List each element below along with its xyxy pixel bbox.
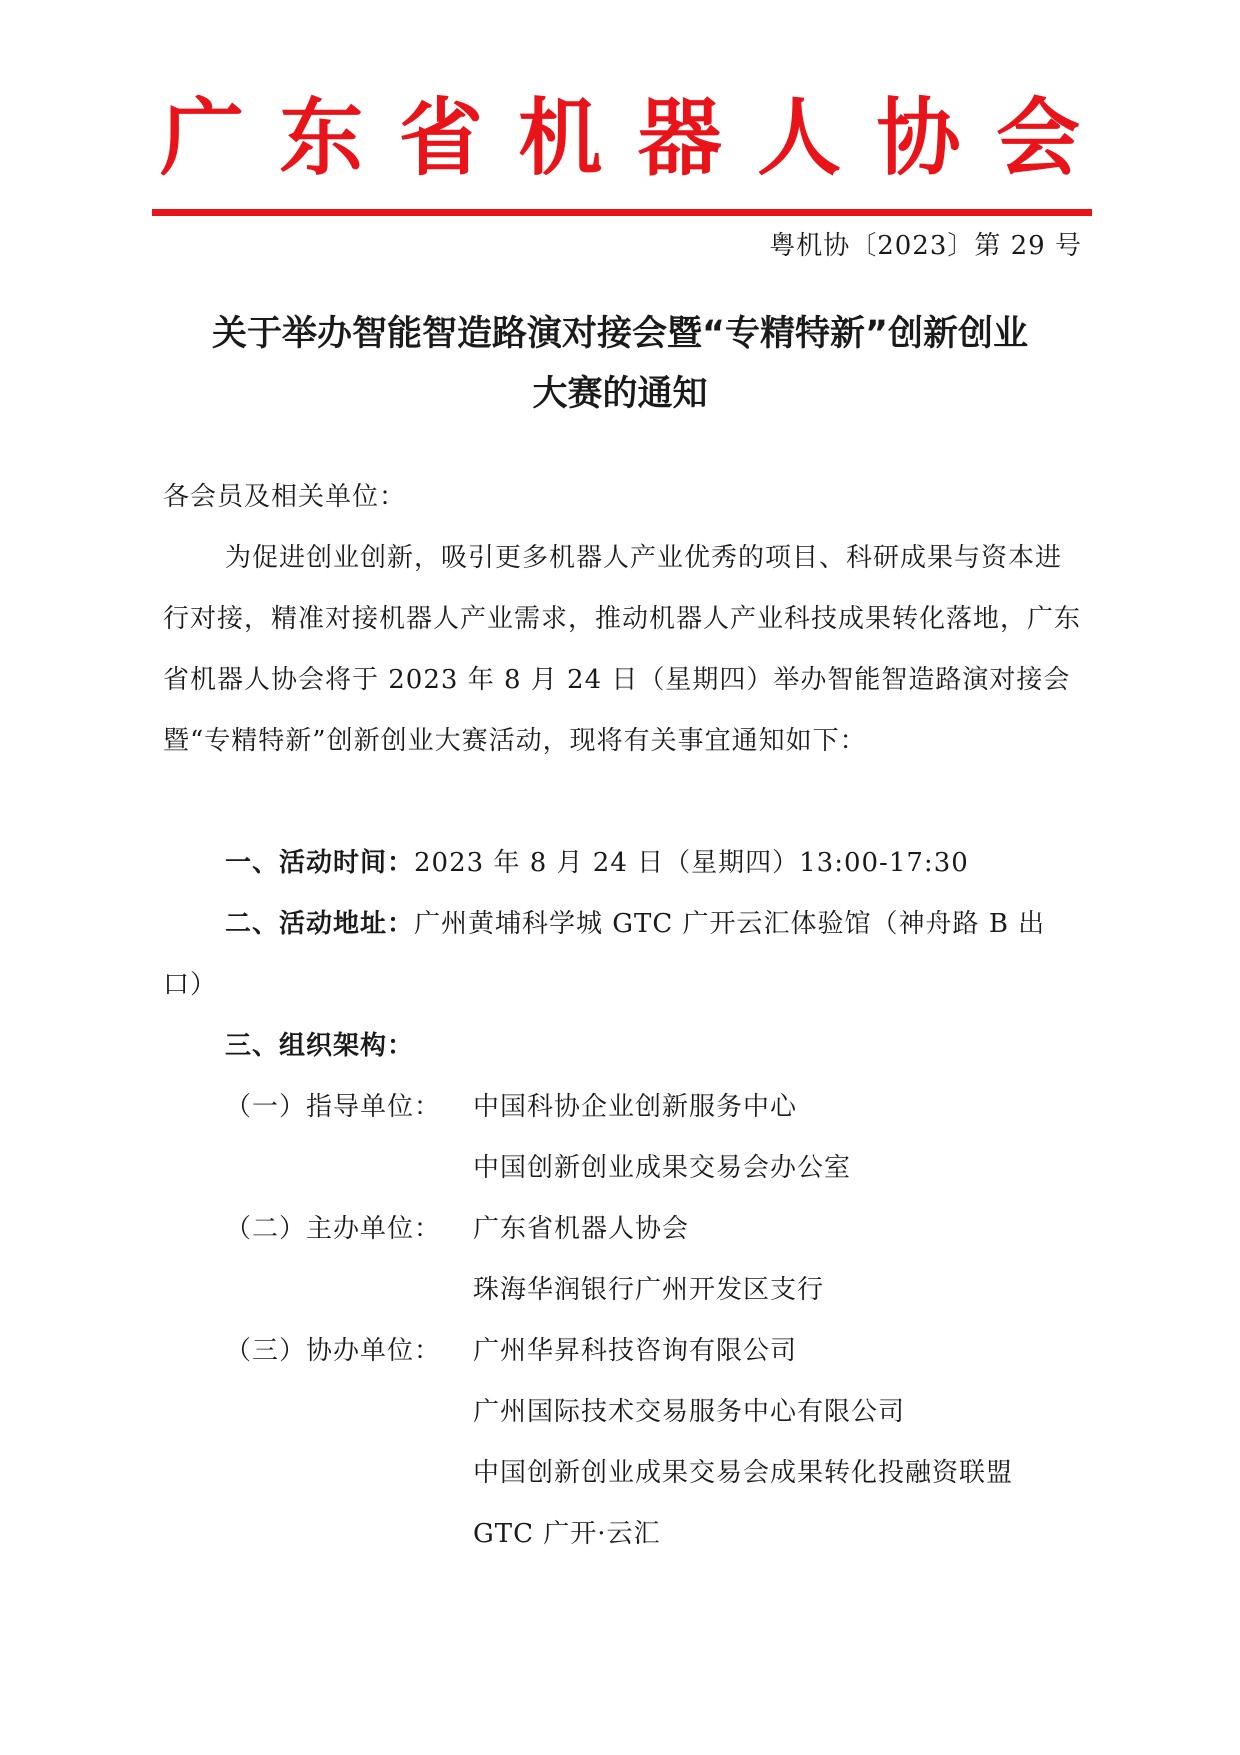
organization-heading <box>163 1016 1083 1077</box>
notice-title <box>150 304 1090 424</box>
org-name: 中国创新创业成果交易会成果转化投融资联盟 <box>473 1458 1014 1488</box>
organization-heading-label: 三、组织架构： <box>225 1031 415 1061</box>
org-name: 中国科协企业创新服务中心 <box>473 1092 798 1122</box>
event-time-value: 2023 年 8 月 24 日（星期四）13:00-17:30 <box>414 848 969 878</box>
letterhead-char: 人 <box>757 89 842 187</box>
assisting-units-list <box>473 1321 1013 1565</box>
assisting-units-label: （三）协办单位： <box>225 1336 442 1366</box>
host-units <box>225 1199 824 1321</box>
letterhead-char: 器 <box>637 89 722 187</box>
letterhead-char: 机 <box>518 89 603 187</box>
assisting-units <box>225 1321 1013 1565</box>
letterhead-char: 省 <box>398 89 483 187</box>
notice-title-line-1: 关于举办智能智造路演对接会暨“专精特新”创新创业 <box>211 314 1028 354</box>
letterhead-char: 会 <box>995 89 1080 187</box>
guiding-units-label: （一）指导单位： <box>225 1092 442 1122</box>
org-name: 广州华昇科技咨询有限公司 <box>473 1336 798 1366</box>
guiding-units-list <box>473 1077 851 1199</box>
document-number: 粤机协〔2023〕第 29 号 <box>769 231 1082 261</box>
letterhead-char: 东 <box>279 89 364 187</box>
letterhead-title <box>160 88 1080 188</box>
event-address-label: 二、活动地址： <box>225 909 415 939</box>
event-time-label: 一、活动时间： <box>225 848 415 878</box>
org-name: GTC 广开·云汇 <box>473 1519 661 1549</box>
notice-title-line-2: 大赛的通知 <box>532 374 708 414</box>
intro-paragraph: 为促进创业创新，吸引更多机器人产业优秀的项目、科研成果与资本进行对接，精准对接机器人产业需求，推动机器人产业科技成果转化落地，广东省机器人协会将于 2023 年 8 月 24 日（星期四）举办智能智造路演对接会暨“专精特新”创新创业大赛活动，现将有关事宜通知如下： <box>163 543 1082 756</box>
guiding-units <box>225 1077 851 1199</box>
letterhead-char: 广 <box>160 89 245 187</box>
org-name: 广东省机器人协会 <box>473 1214 690 1244</box>
host-units-label: （二）主办单位： <box>225 1214 442 1244</box>
event-time <box>163 833 1083 894</box>
letterhead-char: 协 <box>876 89 961 187</box>
org-name: 珠海华润银行广州开发区支行 <box>473 1275 825 1305</box>
host-units-list <box>473 1199 824 1321</box>
org-name: 中国创新创业成果交易会办公室 <box>473 1153 852 1183</box>
letterhead-divider <box>152 209 1092 216</box>
salutation: 各会员及相关单位： <box>163 482 407 512</box>
event-address-value: 广州黄埔科学城 GTC 广开云汇体验馆（神舟路 B 出口） <box>163 909 1046 1000</box>
org-name: 广州国际技术交易服务中心有限公司 <box>473 1397 906 1427</box>
event-address <box>163 894 1083 1016</box>
